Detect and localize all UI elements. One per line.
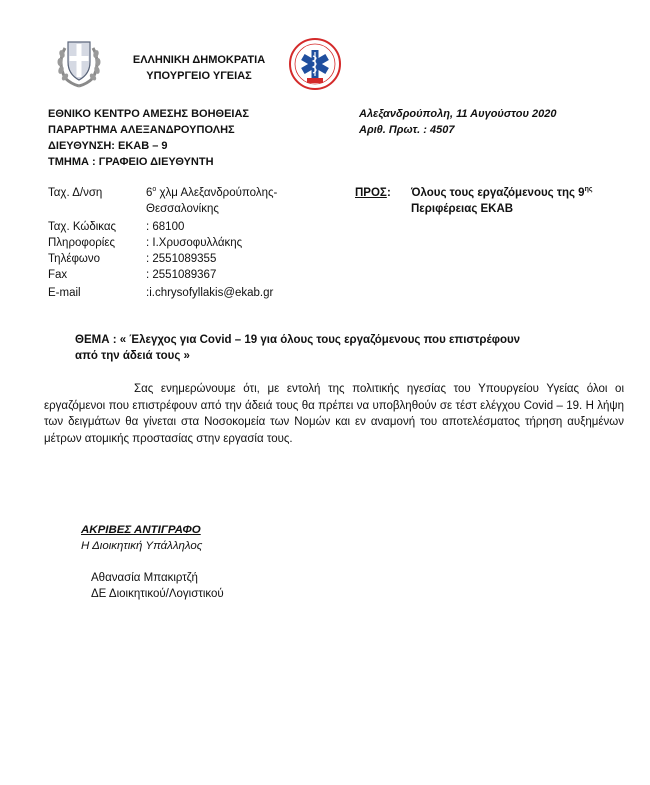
recipient-text: Όλους τους εργαζόμενους της 9	[411, 187, 585, 199]
protocol-number: Αριθ. Πρωτ. : 4507	[359, 124, 455, 136]
subject	[75, 332, 545, 364]
email-value[interactable]: :i.chrysofyllakis@ekab.gr	[146, 287, 274, 299]
phone-value: : 2551089355	[146, 253, 217, 265]
recipient-sup: ης	[584, 186, 593, 194]
recipient-colon: :	[387, 187, 391, 199]
date-block	[359, 106, 556, 138]
org-line-1: ΕΘΝΙΚΟ ΚΕΝΤΡΟ ΑΜΕΣΗΣ ΒΟΗΘΕΙΑΣ	[48, 108, 250, 120]
address-number: 6	[146, 187, 153, 199]
phone-label: Τηλέφωνο	[48, 253, 101, 265]
address-label: Ταχ. Δ/νση	[48, 187, 103, 199]
republic-title: ΕΛΛΗΝΙΚΗ ΔΗΜΟΚΡΑΤΙΑ	[132, 54, 266, 66]
copy-role: Η Διοικητική Υπάλληλος	[81, 540, 203, 552]
body-text	[44, 381, 624, 447]
email-label: E-mail	[48, 287, 81, 299]
signer-name: Αθανασία Μπακιρτζή	[91, 572, 198, 584]
org-line-2: ΠΑΡΑΡΤΗΜΑ ΑΛΕΞΑΝΔΡΟΥΠΟΛΗΣ	[48, 124, 235, 136]
zip-value: : 68100	[146, 221, 185, 233]
org-line-3: ΔΙΕΥΘΥΝΣΗ: ΕΚΑΒ – 9	[48, 140, 168, 152]
info-label: Πληροφορίες	[48, 237, 116, 249]
zip-label: Ταχ. Κώδικας	[48, 221, 117, 233]
ministry-title: ΥΠΟΥΡΓΕΙΟ ΥΓΕΙΑΣ	[146, 70, 252, 82]
address-line-1: χλμ Αλεξανδρούπολης-	[156, 187, 278, 199]
org-block	[48, 106, 249, 170]
recipient-block	[411, 185, 592, 217]
subject-line-2: από την άδειά τους »	[75, 350, 190, 362]
recipient-label: ΠΡΟΣ	[355, 187, 387, 199]
address-sup: ο	[152, 186, 157, 194]
letterhead	[119, 52, 279, 84]
recipient-line-1	[411, 185, 592, 201]
org-line-4: ΤΜΗΜΑ : ΓΡΑΦΕΙΟ ΔΙΕΥΘΥΝΤΗ	[48, 156, 214, 168]
ekab-star-of-life-logo	[288, 37, 342, 91]
place-date: Αλεξανδρούπολη, 11 Αυγούστου 2020	[359, 108, 557, 120]
greek-coat-of-arms-icon	[55, 34, 103, 88]
copy-label: ΑΚΡΙΒΕΣ ΑΝΤΙΓΡΑΦΟ	[81, 524, 201, 536]
address-line-2: Θεσσαλονίκης	[146, 203, 219, 215]
fax-value: : 2551089367	[146, 269, 217, 281]
address-value	[146, 185, 277, 201]
info-value: : Ι.Χρυσοφυλλάκης	[146, 237, 243, 249]
body-paragraph: Σας ενημερώνουμε ότι, με εντολή της πολιτικής ηγεσίας του Υπουργείου Υγείας όλοι οι εργαζόμενοι που επιστρέφουν από την άδειά τους θα πρέπει να υποβληθούν σε τέστ ελέγχου Covid – 19. Η λήψη των δειγμάτων θα γίνεται στα Νοσοκομεία των Νομών και εν αναμονή του αποτελέσματος τήρηση αυξημένων μέτρων ατομικής προστασίας στην εργασία τους.	[44, 383, 624, 445]
recipient-line-2: Περιφέρειας ΕΚΑΒ	[411, 203, 514, 215]
signer-dept: ΔΕ Διοικητικού/Λογιστικού	[91, 588, 224, 600]
subject-line-1: ΘΕΜΑ : « Έλεγχος για Covid – 19 για όλους τους εργαζόμενους που επιστρέφουν	[75, 334, 521, 346]
fax-label: Fax	[48, 269, 68, 281]
